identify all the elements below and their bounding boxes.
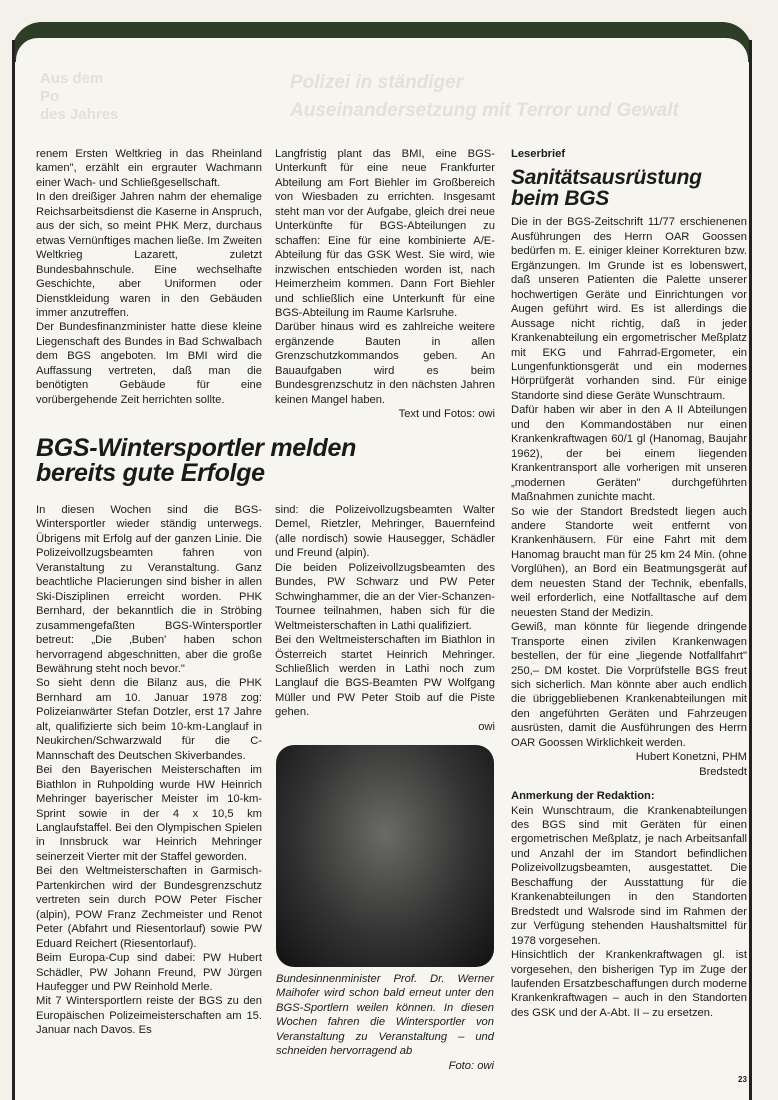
paragraph: Hinsichtlich der Krankenkraftwagen gl. ist vorgesehen, den bisherigen Typ im Zuge der laufenden Ersatzbeschaffungen durch moderne Krankenkraftwagen – auch in den Standorten des GSK und der A-Abt. II – zu ersetzen. xyxy=(511,949,747,1019)
credit: Text und Fotos: owi xyxy=(398,408,495,421)
signature-place: Bredstedt xyxy=(699,765,747,778)
sport-column-2 xyxy=(275,503,495,734)
paragraph: Langfristig plant das BMI, eine BGS-Unterkunft für eine neue Frankfurter Abteilung am Fort Biehler im Großbereich von Wiesbaden zu errichten. Insgesamt steht man vor der Aufgabe, gleich drei neue Unterkünfte für BGS-Abteilungen zu schaffen: Eine für eine kombinierte A/E-Abteilung für das GSK West. Sie wird, wie inzwischen entschieden worden ist, nach Heimerzheim kommen. Dann Fort Biehler und schließlich eine Unterkunft für eine BGS-Abteilung im Raume Karlsruhe. xyxy=(275,148,495,319)
paragraph: renem Ersten Weltkrieg in das Rheinland kamen", erzählt ein ergrauter Wachmann einer Wach- und Schließgesellschaft. xyxy=(36,148,262,189)
paragraph: So sieht denn die Bilanz aus, die PHK Bernhard am 10. Januar 1978 zog: Polizeianwärter Stefan Dotzler, erst 17 Jahre alt, qualifizierte sich beim 10-km-Langlauf in Neukirchen/Schwarzwald für die C-Mannschaft des Deutschen Skiverbandes. xyxy=(36,677,262,762)
ghost-title-1: Polizei in ständiger xyxy=(290,72,464,93)
paragraph: Die in der BGS-Zeitschrift 11/77 erschienenen Ausführungen des Herrn OAR Goossen bedürfen m. E. einiger kleiner Korrekturen bzw. Ergänzungen. Im Grunde ist es lobenswert, daß unseren Patienten die Palette unserer hochwertigen Geräte und Einrichtungen vor Augen geführt wird. Es ist allerdings die Aussage nicht richtig, daß in jeder Krankenabteilung ein ergometrischer Meßplatz mit EKG und Fahrrad-Ergometer, ein Lungenfunktionsgerät und ein modernes Hörprüfgerät vorhanden sind. Für einige Standorte sind diese Geräte Wunschtraum. xyxy=(511,216,747,402)
paragraph: Mit 7 Wintersportlern reiste der BGS zu den Europäischen Polizeimeisterschaften am 15. Januar nach Davos. Es xyxy=(36,995,262,1037)
paragraph: Kein Wunschtraum, die Krankenabteilungen des BGS sind mit Geräten für einen ergometrischen Meßplatz, je nach Arbeitsanfall und Anzahl der im Standort befindlichen Polizeivollzugsbeamten, ausgestattet. Die Beschaffung der Ausstattung für die Krankenabteilungen in den Standorten Bredstedt und Walsrode sind im Rahmen der zur Verfügung stehenden Haushaltsmittel für 1978 vorgesehen. xyxy=(511,804,747,947)
paragraph: So wie der Standort Bredstedt liegen auch andere Standorte weit entfernt von Krankenhäusern. Für eine Fahrt mit dem Hanomag braucht man für 25 km 24 Min. (ohne Vorglühen), an Bord ein Beatmungsgerät auf dem neuesten Stand der Technik, ebenfalls, weil erforderlich, eine Notfalltasche auf dem neuesten Stand der Medizin. xyxy=(511,505,747,619)
ghost-side-1: Aus dem xyxy=(40,70,104,87)
editor-note-title: Anmerkung der Redaktion: xyxy=(511,790,655,803)
paragraph: Darüber hinaus wird es zahlreiche weitere ergänzende Bauten in allen Grenzschutzkommandos geben. An Bauaufgaben wird es beim Bundesgrenzschutz in den nächsten Jahren keinen Mangel haben. xyxy=(275,321,495,406)
sport-column-1 xyxy=(36,503,262,1038)
headline-line: bereits gute Erfolge xyxy=(36,459,265,487)
photo-caption xyxy=(276,972,494,1073)
paragraph: In den dreißiger Jahren nahm der ehemalige Reichsarbeitsdienst die Kaserne in Anspruch, aus der sich, so meint PHK Merz, durchaus etwas Vernünftiges machen ließe. Im Zweiten Weltkrieg Lazarett, zuletzt Bundesbahnschule. Eine wechselhafte Geschichte, aber Uniformen oder Dienstkleidung waren in den Gebäuden immer anzutreffen. xyxy=(36,191,262,319)
paragraph: Gewiß, man könnte für liegende dringende Transporte einen zivilen Krankenwagen bestellen, der für eine „liegende Notfallfahrt" 250,– DM kostet. Die Vorprüfstelle BGS freut sich sicherlich. Man könnte aber auch endlich die übriggebliebenen Krankenabteilungen mit den angeführten Geräten und Fahrzeugen ausrüsten, damit die Ausführungen des Herrn OAR Goossen Wirklichkeit werden. xyxy=(511,621,747,749)
page-number: 23 xyxy=(738,1075,747,1084)
left-border xyxy=(12,40,15,1100)
paragraph: Dafür haben wir aber in den A II Abteilungen und den Kommandostäben nur einen Krankenkraftwagen 60/1 gl (Hanomag, Baujahr 1962), der bei einem liegenden Krankentransport alle vorherigen mit unseren „modernen Geräten" durchgeführten Maßnahmen zunichte macht. xyxy=(511,404,747,504)
photo-minister-with-athletes xyxy=(276,745,494,967)
paragraph: Die beiden Polizeivollzugsbeamten des Bundes, PW Schwarz und PW Peter Schwinghammer, die an der Vier-Schanzen-Tournee teilnahmen, haben sich für die Weltmeisterschaften in Lathi qualifiziert. xyxy=(275,561,495,632)
letter-headline xyxy=(511,167,747,209)
caption-text: Bundesinnenminister Prof. Dr. Werner Maihofer wird schon bald erneut unter den BGS-Sportlern weilen können. In diesen Wochen fahren die Wintersportler von Veranstaltung zu Veranstaltung – und schneiden hervorragend ab xyxy=(276,973,494,1058)
sport-headline xyxy=(36,436,356,486)
top-column-1 xyxy=(36,147,262,407)
ghost-side-3: des Jahres xyxy=(40,106,119,123)
letter-column xyxy=(511,147,747,1020)
paragraph: Bei den Weltmeisterschaften im Biathlon in Österreich startet Heinrich Mehringer. Schließlich werden in Lathi noch zum Langlauf die BGS-Beamten PW Wolfgang Müller und PW Peter Stoib auf die Piste gehen. xyxy=(275,634,495,719)
caption-credit: Foto: owi xyxy=(448,1059,494,1072)
ghost-title-2: Auseinandersetzung mit Terror und Gewalt xyxy=(290,100,679,121)
paragraph: Beim Europa-Cup sind dabei: PW Hubert Schädler, PW Johann Freund, PW Jürgen Haufegger und PW Reinhold Merle. xyxy=(36,952,262,993)
paragraph: In diesen Wochen sind die BGS-Wintersportler wieder ständig unterwegs. Übrigens mit Erfolg auf der ganzen Linie. Die Polizeivollzugsbeamten fahren von Veranstaltung zu Veranstaltung. Ganz beachtliche Placierungen sind bisher in allen Ski-Disziplinen erreicht worden. PHK Bernhard, der bekanntlich die in Ströbing zusammengefaßten BGS-Wintersportler betreut: „Die ‚Buben' haben schon hervorragend abgeschnitten, aber die große Bewährung steht noch bevor." xyxy=(36,504,262,675)
headline-line: beim BGS xyxy=(511,187,609,211)
paragraph: Der Bundesfinanzminister hatte diese kleine Liegenschaft des Bundes in Bad Schwalbach dem BGS angeboten. Im BMI wird die Auffassung vertreten, daß man die benötigten Gebäude für eine vorübergehende Zeit herrichten sollte. xyxy=(36,321,262,406)
paragraph: Bei den Weltmeisterschaften in Garmisch-Partenkirchen wird der Bundesgrenzschutz vertreten sein durch POW Peter Fischer (alpin), POW Franz Zechmeister und Renot Peter (Abfahrt und Riesentorlauf) sowie PW Eduard Reichert (Riesentorlauf). xyxy=(36,865,262,950)
headline-line: BGS-Wintersportler melden xyxy=(36,434,357,462)
credit: owi xyxy=(478,720,495,733)
paragraph: sind: die Polizeivollzugsbeamten Walter Demel, Rietzler, Mehringer, Bauernfeind (alle nordisch) sowie Hausegger, Schädler und Freund (alpin). xyxy=(275,504,495,560)
paragraph: Bei den Bayerischen Meisterschaften im Biathlon in Ruhpolding wurde HW Heinrich Mehringer bayerischer Meister im 10-km-Sprint sowie in der 4 x 10,5 km Langlaufstaffel. Bei den Olympischen Spielen in Innsbruck war Heinrich Mehringer seinerzeit Vierter mit der Staffel geworden. xyxy=(36,764,262,863)
top-column-2 xyxy=(275,147,495,422)
ghost-side-2: Po xyxy=(40,88,60,105)
letter-kicker: Leserbrief xyxy=(511,148,566,160)
right-border xyxy=(749,40,752,1100)
signature: Hubert Konetzni, PHM xyxy=(635,751,747,764)
headline-line: Sanitätsausrüstung xyxy=(511,166,702,190)
